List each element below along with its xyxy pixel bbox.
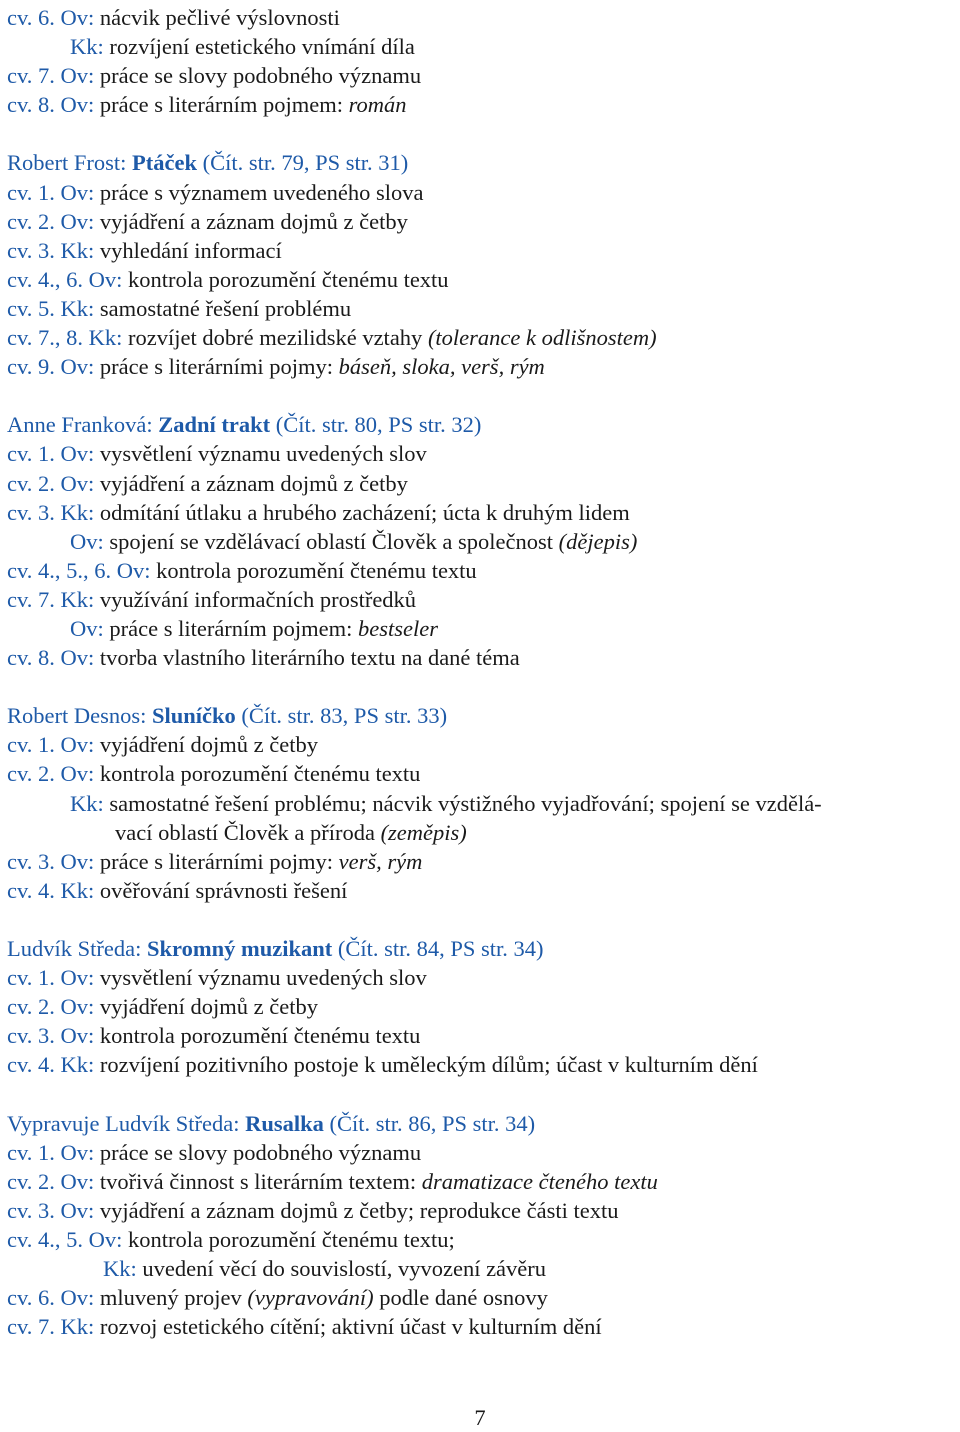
section-heading: Anne Franková: Zadní trakt (Čít. str. 80, PS str. 32) — [7, 412, 482, 438]
spacer — [7, 905, 953, 934]
text-line: cv. 6. Ov: mluvený projev (vypravování) podle dané osnovy — [7, 1285, 548, 1311]
spacer — [7, 1079, 953, 1108]
text-line: Kk: uvedení věcí do souvislostí, vyvození závěru — [103, 1256, 547, 1282]
text-line: Kk: rozvíjení estetického vnímání díla — [70, 34, 415, 60]
text-line: cv. 7. Kk: rozvoj estetického cítění; aktivní účast v kulturním dění — [7, 1314, 602, 1340]
text-line: cv. 7. Kk: využívání informačních prostředků — [7, 586, 417, 612]
work-title: Ptáček — [132, 150, 197, 176]
text-line: cv. 4., 5., 6. Ov: kontrola porozumění čtenému textu — [7, 557, 477, 583]
text-line: cv. 7., 8. Kk: rozvíjet dobré mezilidské vztahy (tolerance k odlišnostem) — [7, 325, 657, 351]
text-line: cv. 4. Kk: ověřování správnosti řešení — [7, 877, 348, 903]
page-number: 7 — [474, 1405, 486, 1430]
text-line: cv. 7. Ov: práce se slovy podobného významu — [7, 63, 422, 89]
text-line: cv. 1. Ov: vysvětlení významu uvedených slov — [7, 965, 427, 991]
text-line: cv. 4., 6. Ov: kontrola porozumění čtenému textu — [7, 266, 449, 292]
text-line: cv. 3. Kk: vyhledání informací — [7, 237, 282, 263]
text-line: cv. 4. Kk: rozvíjení pozitivního postoje k uměleckým dílům; účast v kulturním dění — [7, 1052, 758, 1078]
text-line: cv. 1. Ov: vyjádření dojmů z četby — [7, 732, 318, 758]
text-line: vací oblastí Člověk a příroda (zeměpis) — [115, 819, 467, 845]
section-heading: Ludvík Středa: Skromný muzikant (Čít. str. 84, PS str. 34) — [7, 936, 544, 961]
text-line: cv. 2. Ov: vyjádření dojmů z četby — [7, 994, 318, 1020]
text-line: cv. 1. Ov: práce se slovy podobného významu — [7, 1139, 422, 1165]
text-line: cv. 8. Ov: práce s literárním pojmem: román — [7, 92, 407, 118]
text-line: cv. 1. Ov: práce s významem uvedeného slova — [7, 179, 424, 205]
text-line: Kk: samostatné řešení problému; nácvik výstižného vyjadřování; spojení se vzdělá- — [70, 790, 822, 816]
section-heading: Robert Desnos: Sluníčko (Čít. str. 83, PS str. 33) — [7, 703, 448, 729]
text-line: cv. 9. Ov: práce s literárními pojmy: báseň, sloka, verš, rým — [7, 354, 545, 380]
text-line: cv. 3. Ov: práce s literárními pojmy: verš, rým — [7, 848, 423, 874]
text-line: cv. 8. Ov: tvorba vlastního literárního textu na dané téma — [7, 645, 520, 671]
spacer — [7, 119, 953, 148]
work-title: Sluníčko — [152, 703, 236, 729]
spacer — [7, 672, 953, 701]
text-line: cv. 5. Kk: samostatné řešení problému — [7, 295, 352, 321]
text-line: Ov: spojení se vzdělávací oblastí Člověk a společnost (dějepis) — [70, 528, 638, 554]
spacer — [7, 381, 953, 410]
text-line: cv. 2. Ov: kontrola porozumění čtenému textu — [7, 761, 421, 787]
text-line: cv. 2. Ov: vyjádření a záznam dojmů z četby — [7, 208, 408, 234]
section-heading: Vypravuje Ludvík Středa: Rusalka (Čít. str. 86, PS str. 34) — [7, 1110, 536, 1136]
text-line: Ov: práce s literárním pojmem: bestseler — [70, 615, 439, 641]
text-line: cv. 4., 5. Ov: kontrola porozumění čtenému textu; — [7, 1226, 455, 1252]
document-page — [7, 3, 953, 1341]
work-title: Zadní trakt — [158, 412, 271, 438]
text-line: cv. 2. Ov: tvořivá činnost s literárním textem: dramatizace čteného textu — [7, 1168, 658, 1194]
text-line: cv. 3. Ov: kontrola porozumění čtenému textu — [7, 1023, 421, 1049]
work-title: Skromný muzikant — [146, 936, 333, 961]
text-line: cv. 3. Kk: odmítání útlaku a hrubého zacházení; úcta k druhým lidem — [7, 499, 630, 525]
work-title: Rusalka — [245, 1110, 324, 1136]
text-line: cv. 1. Ov: vysvětlení významu uvedených slov — [7, 441, 427, 467]
text-line: cv. 3. Ov: vyjádření a záznam dojmů z četby; reprodukce části textu — [7, 1197, 619, 1223]
text-line: cv. 2. Ov: vyjádření a záznam dojmů z četby — [7, 470, 408, 496]
text-line: cv. 6. Ov: nácvik pečlivé výslovnosti — [7, 5, 340, 30]
section-heading: Robert Frost: Ptáček (Čít. str. 79, PS str. 31) — [7, 150, 409, 176]
